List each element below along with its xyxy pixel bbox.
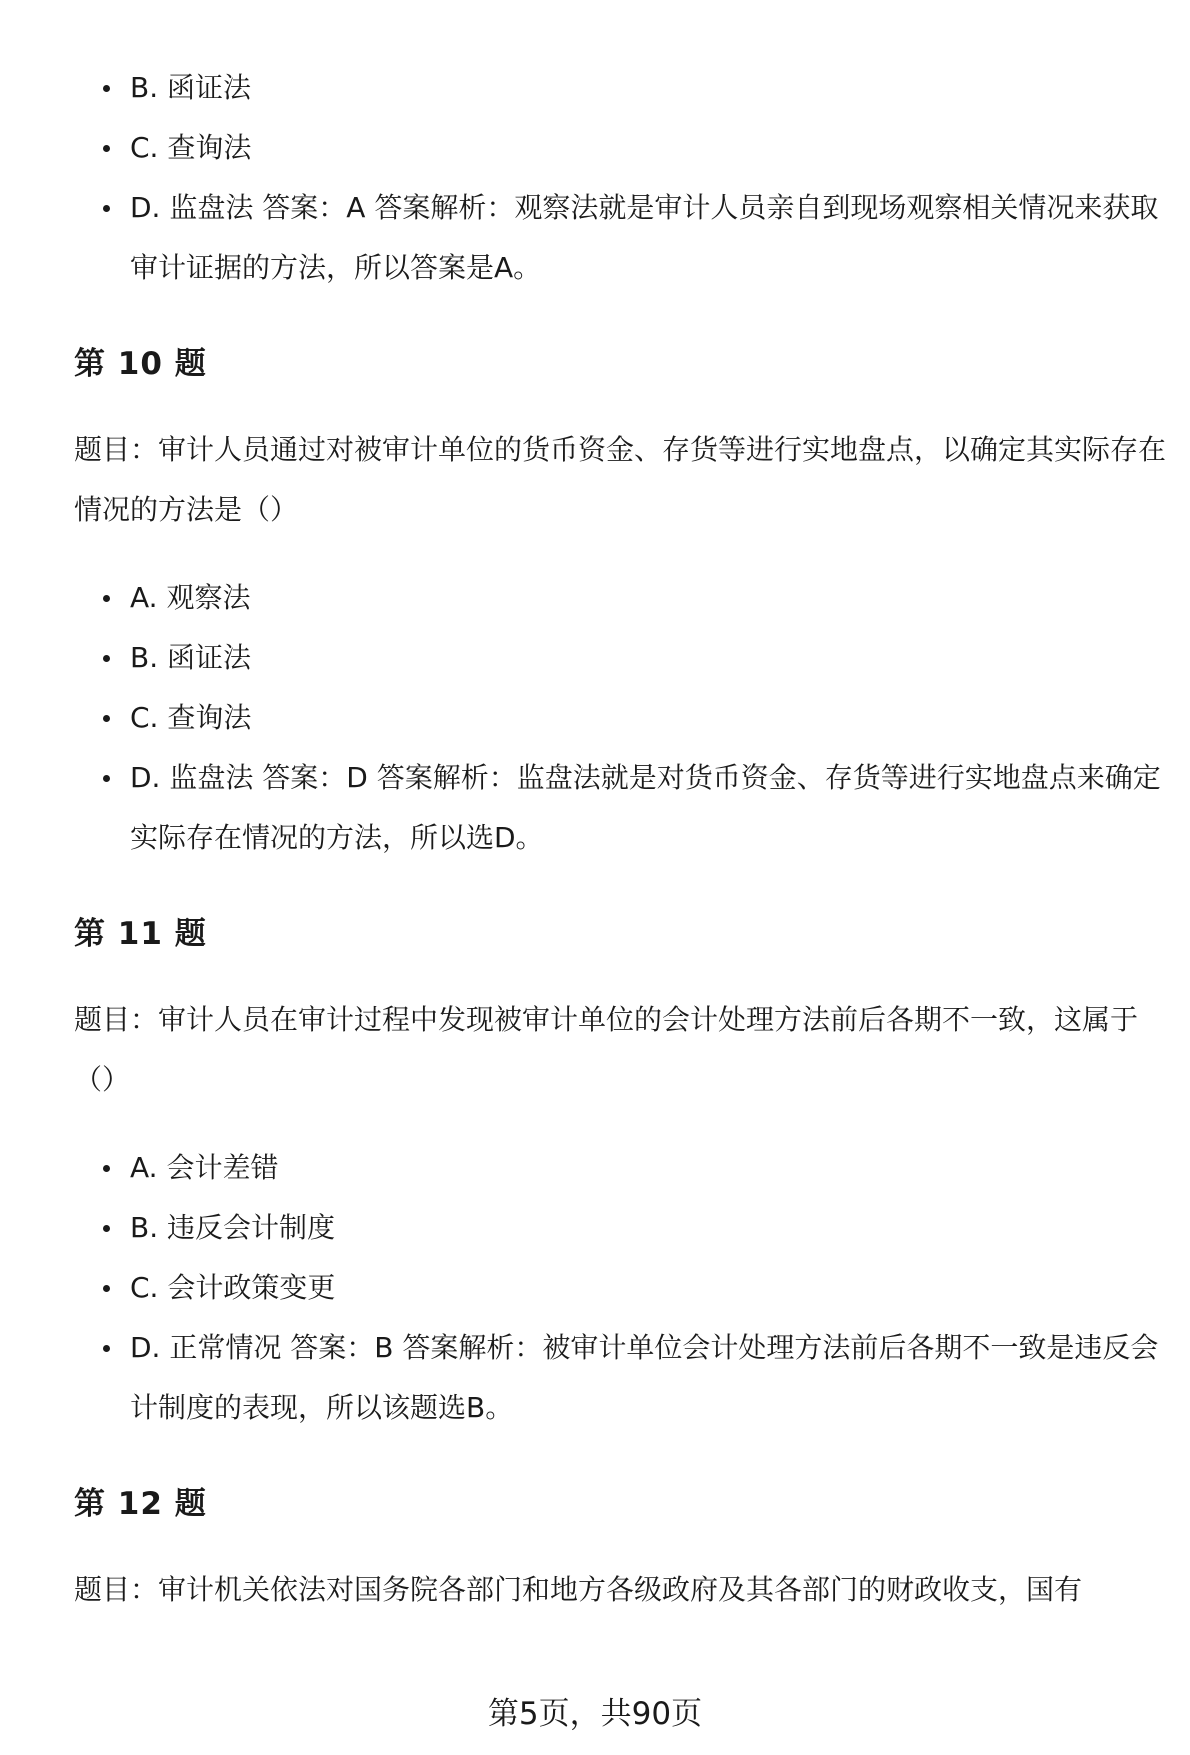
option-item: C. 查询法 [74, 688, 1174, 748]
question-heading: 第 10 题 [74, 346, 207, 382]
option-item: B. 违反会计制度 [74, 1198, 1174, 1258]
question-text: 题目：审计人员通过对被审计单位的货币资金、存货等进行实地盘点，以确定其实际存在情况的方法是（） [74, 433, 1167, 526]
option-item: B. 函证法 [74, 58, 1174, 118]
option-item-with-answer: D. 监盘法 答案：D 答案解析：监盘法就是对货币资金、存货等进行实地盘点来确定实际存在情况的方法，所以选D。 [74, 748, 1174, 868]
option-item-with-answer: D. 正常情况 答案：B 答案解析：被审计单位会计处理方法前后各期不一致是违反会计制度的表现，所以该题选B。 [74, 1318, 1174, 1438]
question-text: 题目：审计机关依法对国务院各部门和地方各级政府及其各部门的财政收支，国有 [74, 1573, 1083, 1606]
question-heading: 第 11 题 [74, 916, 207, 952]
question-12 [74, 1484, 1174, 1620]
question-heading: 第 12 题 [74, 1486, 207, 1522]
question-11 [74, 914, 1174, 1438]
option-item: A. 会计差错 [74, 1138, 1174, 1198]
question-options [74, 568, 1174, 868]
question-10 [74, 344, 1174, 868]
option-item-with-answer: D. 监盘法 答案：A 答案解析：观察法就是审计人员亲自到现场观察相关情况来获取审计证据的方法，所以答案是A。 [74, 178, 1174, 298]
question-text: 题目：审计人员在审计过程中发现被审计单位的会计处理方法前后各期不一致，这属于（） [74, 1003, 1139, 1096]
option-item: A. 观察法 [74, 568, 1174, 628]
question-options [74, 1138, 1174, 1438]
page-number-footer: 第5页，共90页 [487, 1696, 703, 1732]
option-item: C. 会计政策变更 [74, 1258, 1174, 1318]
option-item: C. 查询法 [74, 118, 1174, 178]
page-content [74, 58, 1174, 1648]
prev-question-options [74, 58, 1174, 298]
option-item: B. 函证法 [74, 628, 1174, 688]
